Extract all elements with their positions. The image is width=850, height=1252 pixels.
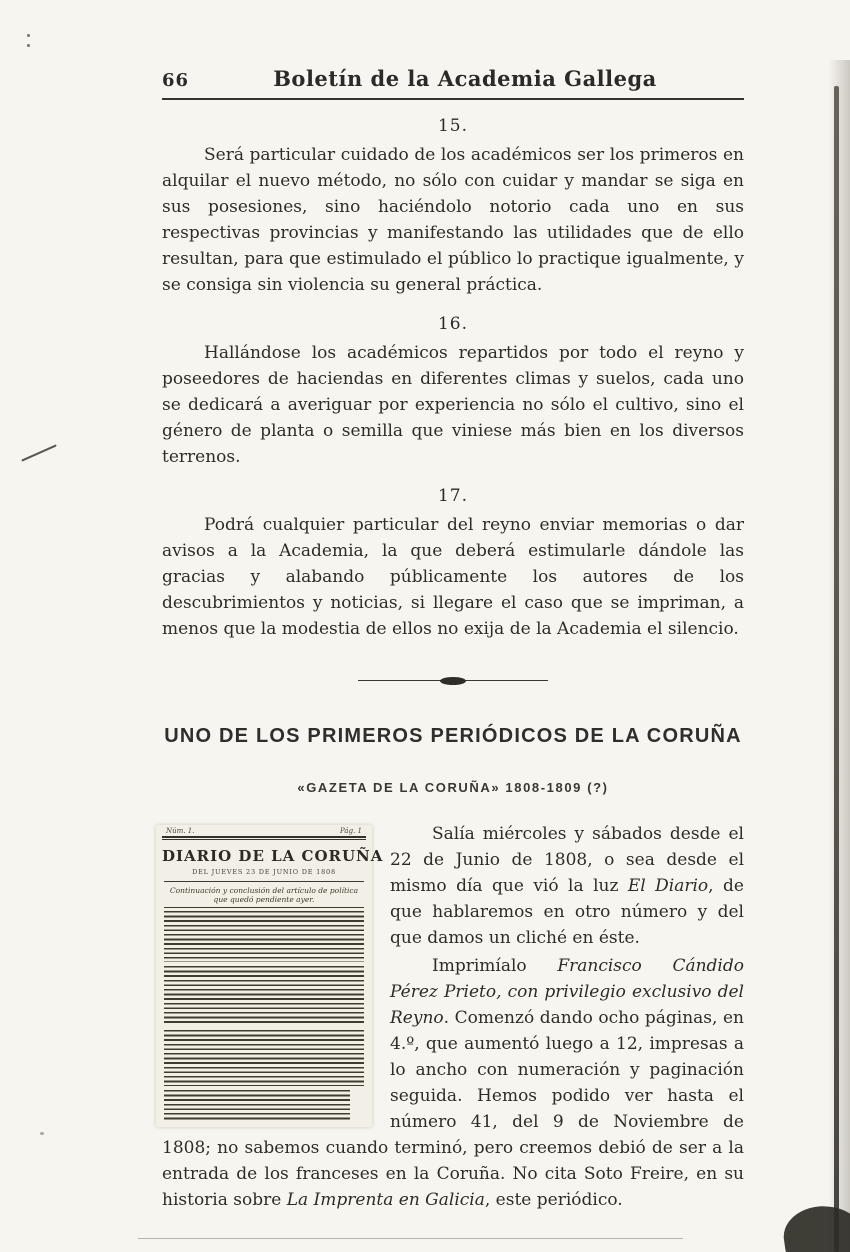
facsimile-dateline: DEL JUEVES 23 DE JUNIO DE 1808 — [192, 868, 336, 876]
statute-text: Podrá cualquier particular del reyno enviar memorias o dar avisos a la Academia, la que deberá estimularle dándole las gracias y alabando públicamente los autores de los descubrimientos y noticias, si llegare el caso que se impriman, a menos que la modestia de ellos no exija de la Academia el silencio. — [162, 515, 744, 639]
statute-text: Será particular cuidado de los académicos ser los primeros en alquilar el nuevo método, no sólo con cuidar y mandar se siga en sus posesiones, sino haciéndolo notorio cada uno en sus respectivas provincias y manifestando las utilidades que de ello resultan, para que estimulado el público lo practique igualmente, y se consiga sin violencia su general práctica. — [162, 145, 744, 295]
article-paragraph-2: Imprimíalo Francisco Cándido Pérez Prieto, con privilegio exclusivo del Reyno. Comenzó dando ocho páginas, en 4.º, que aumentó luego a 12, impresas a lo ancho con numeración y paginación seguida. Hemos podido ver hasta el número 41, del 9 de Noviembre de 1808; no sabemos cuando terminó, pero creemos debió de ser a la entrada de los franceses en la Coruña. No cita Soto Freire, en su historia sobre La Imprenta en Galicia, este periódico. — [162, 956, 744, 1210]
facsimile-corner-labels — [162, 827, 366, 836]
illegible-print-lines — [164, 966, 364, 1026]
statute-17 — [162, 486, 744, 642]
statute-number: 17. — [437, 486, 469, 506]
journal-title: Boletín de la Academia Gallega — [273, 66, 657, 91]
newspaper-facsimile — [156, 825, 384, 1127]
facsimile-page-number: Pág. 1 — [340, 827, 362, 835]
article-title: UNO DE LOS PRIMEROS PERIÓDICOS DE LA CORUÑA — [164, 725, 742, 747]
facsimile-lead-line: Continuación y conclusión del artículo de política que quedó pendiente ayer. — [169, 886, 359, 904]
statute-15 — [162, 116, 744, 298]
article-body — [162, 821, 744, 1215]
statute-number: 15. — [437, 116, 469, 136]
statute-number: 16. — [437, 314, 469, 334]
article-subtitle: «GAZETA DE LA CORUÑA» 1808-1809 (?) — [297, 780, 609, 795]
running-head — [162, 66, 744, 100]
illegible-print-lines — [164, 1090, 350, 1122]
statute-16 — [162, 314, 744, 470]
article-paragraph-1: Salía miércoles y sábados desde el 22 de Junio de 1808, o sea desde el mismo día que vió la luz El Diario, de que hablaremos en otro número y del que damos un cliché en éste. — [390, 824, 744, 948]
page-number: 66 — [162, 70, 190, 91]
facsimile-issue-number: Núm. 1. — [166, 827, 195, 835]
facsimile-masthead: DIARIO DE LA CORUÑA — [162, 847, 384, 865]
scan-bottom-line — [138, 1238, 683, 1239]
section-divider — [358, 676, 548, 685]
statute-text: Hallándose los académicos repartidos por todo el reyno y poseedores de haciendas en diferentes climas y suelos, cada uno se dedicará a averiguar por experiencia no sólo el cultivo, sino el género de planta o semilla que viniese más bien en los diversos terrenos. — [162, 343, 744, 467]
facsimile-body-text — [162, 908, 366, 1122]
illegible-print-lines — [164, 1030, 364, 1086]
illegible-print-lines — [164, 911, 364, 962]
divider-lens-ornament — [440, 677, 466, 685]
